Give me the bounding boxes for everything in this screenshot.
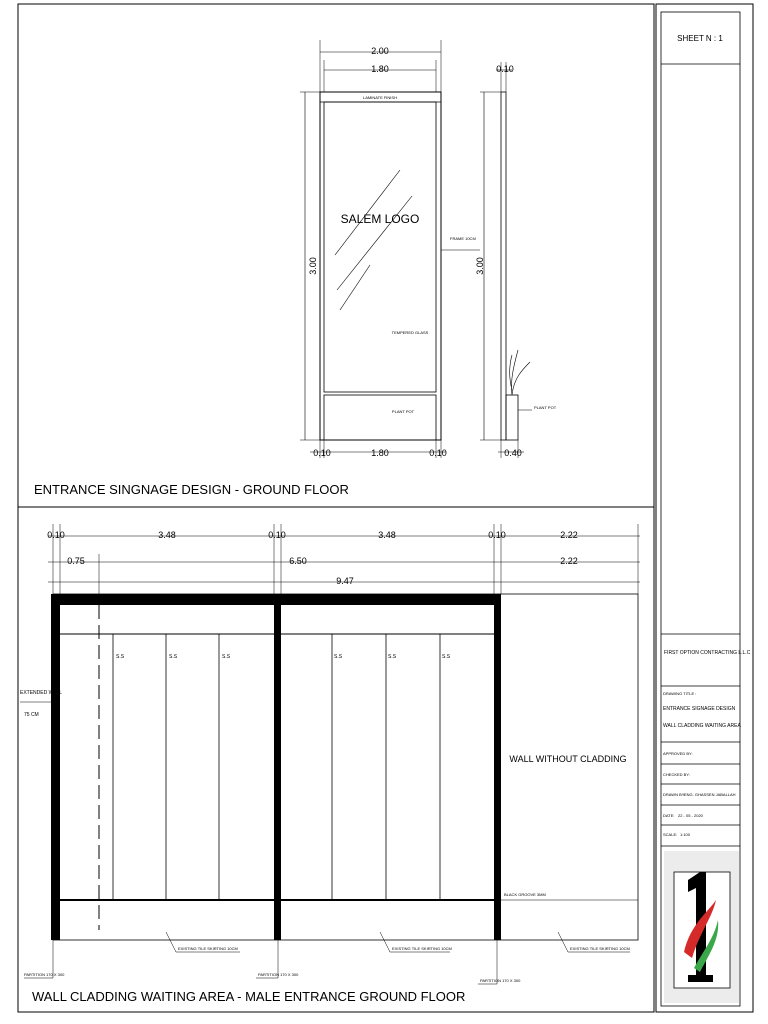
sign-outer-frame xyxy=(320,92,441,440)
plant-pot-side-label: PLANT POT xyxy=(534,405,557,410)
drawing-title-line2: WALL CLADDING WAITING AREA xyxy=(663,723,741,729)
checked-by: CHECKED BY: xyxy=(663,772,690,777)
sign-plant-pot-box xyxy=(324,395,436,440)
panel-label: S.S xyxy=(222,654,231,660)
scale-label: SCALE: xyxy=(663,832,678,837)
dim-inner-width: 1.80 xyxy=(371,64,389,74)
tempered-glass-label: TEMPERED GLASS xyxy=(391,330,429,335)
partition-label: PARTITION 170 X 300 xyxy=(258,972,299,977)
dim-r2-2: 2.22 xyxy=(560,556,578,566)
dim-r3-0: 9.47 xyxy=(336,576,354,586)
date-value: 22 - 05 - 2020 xyxy=(678,813,703,818)
right-partition xyxy=(494,594,501,940)
cladding-elevation xyxy=(20,524,640,1004)
partition-label: PARTITION 170 X 300 xyxy=(480,978,521,983)
panel-label: S.S xyxy=(388,654,397,660)
drawing-title-line1: ENTRANCE SIGNAGE DESIGN xyxy=(663,706,736,712)
dim-r2-1: 6.50 xyxy=(289,556,307,566)
dim-bottom-mid: 1.80 xyxy=(371,448,389,458)
dim-r1-5: 2.22 xyxy=(560,530,578,540)
dim-bottom-right: 0.10 xyxy=(429,448,447,458)
side-plant-pot-box xyxy=(506,395,518,440)
dim-overall-width: 2.00 xyxy=(371,46,389,56)
dim-height-side: 3.00 xyxy=(475,257,485,275)
panel-label: S.S xyxy=(116,654,125,660)
panel-label: S.S xyxy=(334,654,343,660)
middle-partition xyxy=(274,594,281,940)
dim-r1-4: 0.10 xyxy=(488,530,506,540)
drawn-by-label: DRAWN BY: xyxy=(663,792,686,797)
dim-r2-0: 0.75 xyxy=(67,556,85,566)
company-logo xyxy=(664,851,739,1003)
dim-r1-1: 3.48 xyxy=(158,530,176,540)
sheet-number: SHEET N : 1 xyxy=(677,34,723,43)
dim-r1-3: 3.48 xyxy=(378,530,396,540)
skirting-label: EXISTING TILE SKIRTING 10CM xyxy=(570,946,630,951)
dim-r1-2: 0.10 xyxy=(268,530,286,540)
sign-side-profile xyxy=(501,92,506,440)
left-partition xyxy=(51,594,60,940)
panel-label: S.S xyxy=(169,654,178,660)
extended-wall-label: EXTENDED WALL xyxy=(20,690,63,696)
signage-section-title: ENTRANCE SINGNAGE DESIGN - GROUND FLOOR xyxy=(34,482,349,497)
approved-by: APPROVED BY: xyxy=(663,751,693,756)
company-name: FIRST OPTION CONTRACTING L.L.C xyxy=(664,650,751,656)
dim-r1-0: 0.10 xyxy=(47,530,65,540)
dim-height-front: 3.00 xyxy=(308,257,318,275)
dim-side-width: 0.10 xyxy=(496,64,514,74)
black-groove-label: BLACK GROOVE 3MM xyxy=(504,892,546,897)
drawn-by-value: ENG. GHASSEN JABALLAH xyxy=(684,792,736,797)
wall-outline xyxy=(53,594,638,940)
plant-pot-label: PLANT POT xyxy=(391,409,415,414)
dim-bottom-left: 0.10 xyxy=(313,448,331,458)
wall-without-cladding: WALL WITHOUT CLADDING xyxy=(509,754,627,764)
skirting-label: EXISTING TILE SKIRTING 10CM xyxy=(392,946,452,951)
dim-side-depth: 0.40 xyxy=(504,448,522,458)
title-block xyxy=(661,12,751,1006)
extended-wall-cm: 75 CM xyxy=(24,712,39,718)
skirting-label: EXISTING TILE SKIRTING 10CM xyxy=(178,946,238,951)
drawing-title-label: DRAWING TITLE : xyxy=(663,691,697,696)
date-label: DATE: xyxy=(663,813,675,818)
scale-value: 1:100 xyxy=(680,832,691,837)
partition-label: PARTITION 170 X 300 xyxy=(24,972,65,977)
panel-label: S.S xyxy=(442,654,451,660)
signage-elevation xyxy=(34,40,557,497)
frame-label: FRAME 10CM xyxy=(450,236,476,241)
laminate-label: LAMINATE FINISH xyxy=(363,95,397,100)
salem-logo-text: SALEM LOGO xyxy=(340,212,420,226)
cladding-section-title: WALL CLADDING WAITING AREA - MALE ENTRANCE GROUND FLOOR xyxy=(32,989,466,1004)
